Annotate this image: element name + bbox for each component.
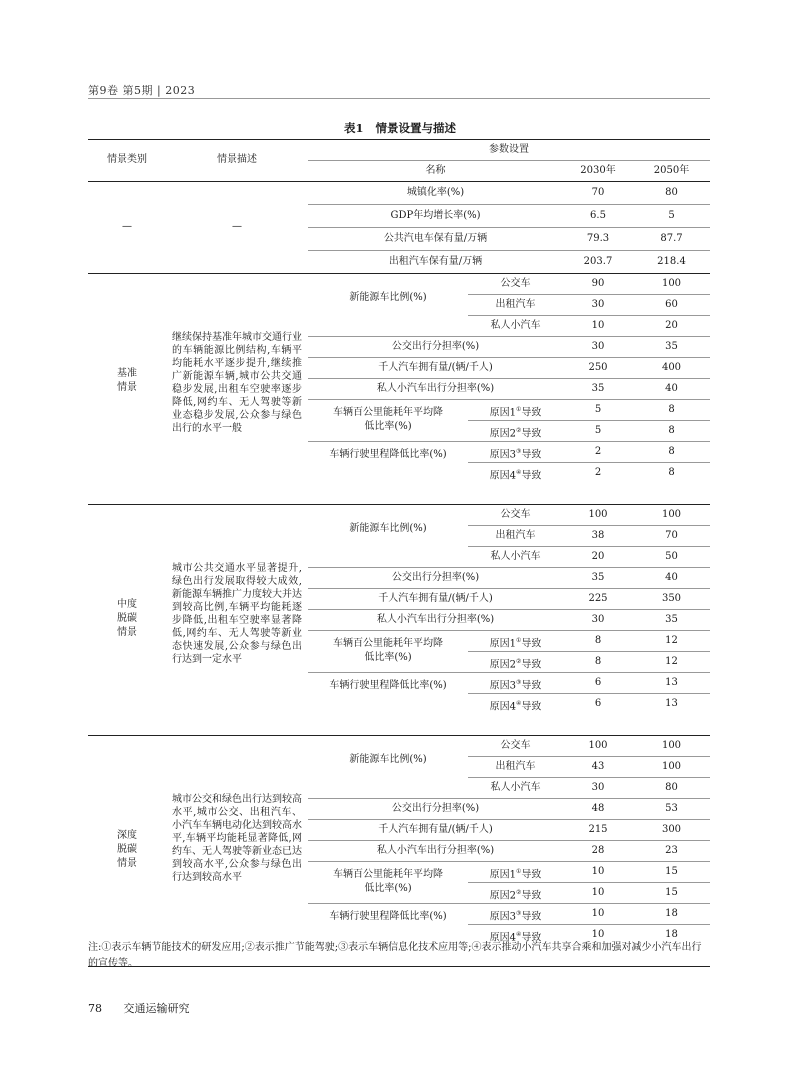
table-title — [0, 120, 800, 136]
value-2050: 60 — [665, 298, 678, 310]
value-2050: 70 — [665, 529, 678, 541]
common-category: — — [122, 221, 132, 232]
reason-label: 原因4 — [489, 469, 516, 481]
param-name: 公交出行分担率(%) — [391, 802, 480, 814]
table-caption: 情景设置与描述 — [375, 121, 457, 135]
value-2050: 80 — [665, 186, 678, 198]
header-2050: 2050年 — [653, 164, 690, 176]
table-rule — [308, 798, 710, 799]
param-name: 私人小汽车出行分担率(%) — [376, 844, 495, 856]
value-2050: 87.7 — [660, 232, 683, 244]
param-name: 私人小汽车出行分担率(%) — [376, 613, 495, 625]
value-2030: 215 — [588, 823, 608, 835]
reason-label: 原因2 — [489, 658, 516, 670]
value-2050: 13 — [665, 697, 678, 709]
table-rule — [308, 399, 710, 400]
page-number: 78 — [88, 1002, 102, 1015]
value-2030: 70 — [591, 186, 605, 198]
value-2050: 100 — [661, 760, 682, 772]
nev-label: 新能源车比例(%) — [349, 522, 427, 534]
nev-label: 新能源车比例(%) — [349, 291, 427, 303]
reason-suffix: 导致 — [521, 448, 542, 460]
value-2030: 250 — [588, 361, 608, 373]
param-name: 城镇化率(%) — [406, 186, 465, 198]
table-rule — [308, 441, 710, 442]
reason-label: 原因4 — [489, 700, 516, 712]
table-rule — [308, 609, 710, 610]
value-2050: 5 — [668, 209, 675, 221]
value-2050: 13 — [665, 676, 678, 688]
reason-suffix: 导致 — [521, 406, 542, 418]
value-2050: 20 — [665, 319, 678, 331]
value-2030: 8 — [594, 655, 602, 667]
vehicle-type: 私人小汽车 — [490, 319, 541, 331]
reason-suffix: 导致 — [521, 931, 542, 943]
value-2050: 350 — [661, 592, 682, 604]
reason-cell — [468, 907, 563, 924]
value-2050: 100 — [661, 739, 682, 751]
reason-suffix: 导致 — [521, 868, 542, 880]
value-2030: 6 — [594, 676, 602, 688]
reason-cell — [468, 655, 563, 672]
value-2030: 2 — [594, 445, 602, 457]
value-2030: 38 — [591, 529, 605, 541]
header-params: 参数设置 — [489, 144, 529, 155]
table-rule — [308, 227, 710, 228]
value-2030: 90 — [591, 277, 605, 289]
reason-label: 原因3 — [489, 910, 516, 922]
reason-label: 原因3 — [489, 679, 516, 691]
reason-label: 原因4 — [489, 931, 516, 943]
table-rule — [308, 378, 710, 379]
table-rule — [308, 630, 710, 631]
scenario-category: 基准情景 — [117, 367, 137, 393]
reason-cell — [468, 865, 563, 882]
table-rule — [308, 160, 710, 161]
vehicle-type: 私人小汽车 — [490, 550, 541, 562]
scenario-description: 城市公共交通水平显著提升,绿色出行发展取得较大成效,新能源车辆推广力度较大并达到较高比例,车辆平均能耗逐步降低,出租车空驶率显著降低,网约车、无人驾驶等新业态快速发展,公众参与绿色出行达到一定水平 — [172, 563, 302, 665]
value-2050: 218.4 — [657, 255, 686, 267]
value-2050: 15 — [665, 865, 678, 877]
running-header: 第9卷 第5期 | 2023 — [88, 84, 196, 97]
value-2050: 50 — [665, 550, 678, 562]
param-name: 公交出行分担率(%) — [391, 340, 480, 352]
value-2050: 12 — [665, 634, 678, 646]
header-category: 情景类别 — [107, 154, 147, 165]
value-2050: 40 — [665, 571, 678, 583]
value-2030: 30 — [591, 340, 605, 352]
vehicle-type: 私人小汽车 — [490, 781, 541, 793]
value-2050: 18 — [665, 928, 678, 940]
table-note: 注:①表示车辆节能技术的研发应用;②表示推广节能驾驶;③表示车辆信息化技术应用等;④表示推动小汽车共享合乘和加强对减少小汽车出行的宣传等。 — [88, 942, 702, 969]
footnote-mark: ① — [515, 636, 522, 644]
table-rule — [308, 861, 710, 862]
reason-suffix: 导致 — [521, 637, 542, 649]
footnote-mark: ④ — [515, 930, 522, 938]
table-rule — [468, 462, 710, 463]
table-rule — [468, 924, 710, 925]
footnote-mark: ② — [515, 426, 522, 434]
value-2030: 79.3 — [586, 232, 610, 244]
table-rule — [468, 315, 710, 316]
header-name: 名称 — [425, 164, 446, 176]
scenario-category: 中度脱碳情景 — [117, 598, 137, 638]
vehicle-type: 出租汽车 — [495, 760, 536, 772]
footnote-mark: ① — [515, 867, 522, 875]
value-2050: 18 — [665, 907, 678, 919]
value-2030: 28 — [591, 844, 605, 856]
param-name: 出租汽车保有量/万辆 — [388, 255, 483, 267]
scenario-description: 继续保持基准年城市交通行业的车辆能源比例结构,车辆平均能耗水平逐步提升,继续推广新能源车辆,城市公共交通稳步发展,出租车空驶率逐步降低,网约车、无人驾驶等新业态稳步发展,公众参与绿色出行的水平一般 — [172, 332, 302, 434]
footnote-mark: ④ — [515, 468, 522, 476]
value-2050: 8 — [668, 403, 675, 415]
vehicle-type: 出租汽车 — [495, 529, 536, 541]
value-2030: 10 — [591, 319, 605, 331]
value-2030: 6.5 — [590, 209, 606, 221]
reason-suffix: 导致 — [521, 679, 542, 691]
table-label: 表1 — [343, 121, 364, 135]
reason-suffix: 导致 — [521, 910, 542, 922]
value-2050: 80 — [665, 781, 678, 793]
reason-label: 原因1 — [489, 406, 516, 418]
value-2050: 40 — [665, 382, 678, 394]
table-rule — [308, 357, 710, 358]
energy-label: 车辆百公里能耗年平均降低比率(%) — [333, 638, 443, 663]
table-rule — [468, 777, 710, 778]
table-rule — [308, 903, 710, 904]
footnote-mark: ① — [515, 405, 522, 413]
value-2050: 15 — [665, 886, 678, 898]
value-2050: 8 — [668, 466, 675, 478]
reason-cell — [468, 886, 563, 903]
table-rule — [468, 693, 710, 694]
param-name: 千人汽车拥有量/(辆/千人) — [378, 361, 493, 373]
reason-cell — [468, 466, 563, 483]
value-2030: 30 — [591, 613, 605, 625]
value-2030: 20 — [591, 550, 605, 562]
mileage-label: 车辆行驶里程降低比率(%) — [329, 911, 447, 922]
reason-suffix: 导致 — [521, 427, 542, 439]
value-2030: 30 — [591, 781, 605, 793]
table-rule — [468, 420, 710, 421]
scenario-category: 深度脱碳情景 — [117, 829, 137, 869]
reason-cell — [468, 697, 563, 714]
param-name: 公交出行分担率(%) — [391, 571, 480, 583]
value-2030: 43 — [591, 760, 605, 772]
param-name: GDP年均增长率(%) — [390, 209, 481, 221]
scenario-description: 城市公交和绿色出行达到较高水平,城市公交、出租汽车、小汽车车辆电动化达到较高水平,车辆平均能耗显著降低,网约车、无人驾驶等新业态已达到较高水平,公众参与绿色出行达到较高水平 — [172, 794, 302, 883]
vehicle-type: 公交车 — [500, 739, 531, 751]
page-footer — [88, 1000, 208, 1016]
reason-label: 原因2 — [489, 889, 516, 901]
reason-label: 原因3 — [489, 448, 516, 460]
reason-label: 原因1 — [489, 637, 516, 649]
energy-label: 车辆百公里能耗年平均降低比率(%) — [333, 869, 443, 894]
value-2050: 400 — [661, 361, 682, 373]
value-2030: 10 — [591, 907, 605, 919]
table-rule — [468, 756, 710, 757]
nev-label: 新能源车比例(%) — [349, 753, 427, 765]
value-2030: 48 — [591, 802, 605, 814]
table-rule — [308, 819, 710, 820]
value-2030: 6 — [594, 697, 602, 709]
reason-label: 原因2 — [489, 427, 516, 439]
value-2030: 5 — [594, 403, 602, 415]
footnote-mark: ③ — [515, 909, 522, 917]
reason-suffix: 导致 — [521, 658, 542, 670]
table-rule — [308, 336, 710, 337]
param-name: 千人汽车拥有量/(辆/千人) — [378, 592, 493, 604]
table-rule — [468, 294, 710, 295]
value-2030: 10 — [591, 928, 605, 940]
value-2050: 8 — [668, 445, 675, 457]
value-2030: 10 — [591, 886, 605, 898]
table-rule — [88, 139, 710, 140]
value-2050: 100 — [661, 277, 682, 289]
value-2050: 12 — [665, 655, 678, 667]
reason-cell — [468, 634, 563, 651]
param-name: 公共汽电车保有量/万辆 — [383, 232, 488, 244]
table-rule — [308, 567, 710, 568]
value-2050: 23 — [665, 844, 678, 856]
table-rule — [88, 273, 710, 274]
header-2030: 2030年 — [580, 164, 616, 176]
value-2030: 5 — [594, 424, 602, 436]
value-2030: 100 — [588, 508, 608, 520]
reason-cell — [468, 445, 563, 462]
value-2030: 2 — [594, 466, 602, 478]
value-2050: 53 — [665, 802, 678, 814]
journal-name: 交通运输研究 — [123, 1002, 190, 1015]
table-rule — [468, 546, 710, 547]
footnote-mark: ③ — [515, 447, 522, 455]
value-2030: 100 — [588, 739, 608, 751]
value-2050: 8 — [668, 424, 675, 436]
value-2050: 100 — [661, 508, 682, 520]
value-2030: 35 — [591, 571, 605, 583]
reason-cell — [468, 403, 563, 420]
value-2050: 35 — [665, 340, 678, 352]
value-2050: 35 — [665, 613, 678, 625]
table-rule — [88, 735, 710, 736]
reason-suffix: 导致 — [521, 469, 542, 481]
reason-label: 原因1 — [489, 868, 516, 880]
reason-cell — [468, 424, 563, 441]
reason-suffix: 导致 — [521, 889, 542, 901]
mileage-label: 车辆行驶里程降低比率(%) — [329, 449, 447, 460]
common-description: — — [232, 221, 242, 232]
value-2030: 30 — [591, 298, 605, 310]
table-rule — [308, 204, 710, 205]
table-rule — [468, 882, 710, 883]
value-2030: 10 — [591, 865, 605, 877]
table-rule — [308, 672, 710, 673]
param-name: 千人汽车拥有量/(辆/千人) — [378, 823, 493, 835]
table-rule — [468, 525, 710, 526]
reason-cell — [468, 676, 563, 693]
value-2050: 300 — [661, 823, 682, 835]
footnote-mark: ② — [515, 888, 522, 896]
value-2030: 203.7 — [583, 255, 613, 267]
param-name: 私人小汽车出行分担率(%) — [376, 382, 495, 394]
vehicle-type: 出租汽车 — [495, 298, 536, 310]
footnote-mark: ④ — [515, 699, 522, 707]
energy-label: 车辆百公里能耗年平均降低比率(%) — [333, 407, 443, 432]
table-rule — [88, 181, 710, 182]
table-rule — [468, 651, 710, 652]
footnote-mark: ③ — [515, 678, 522, 686]
vehicle-type: 公交车 — [500, 508, 531, 520]
table-rule — [308, 840, 710, 841]
value-2030: 8 — [594, 634, 602, 646]
vehicle-type: 公交车 — [500, 277, 531, 289]
table-rule — [88, 504, 710, 505]
table-rule — [308, 588, 710, 589]
reason-suffix: 导致 — [521, 700, 542, 712]
table-rule — [308, 250, 710, 251]
value-2030: 35 — [591, 382, 605, 394]
header-rule — [88, 98, 710, 99]
footnote-mark: ② — [515, 657, 522, 665]
value-2030: 225 — [588, 592, 608, 604]
header-description: 情景描述 — [217, 154, 257, 165]
mileage-label: 车辆行驶里程降低比率(%) — [329, 680, 447, 691]
